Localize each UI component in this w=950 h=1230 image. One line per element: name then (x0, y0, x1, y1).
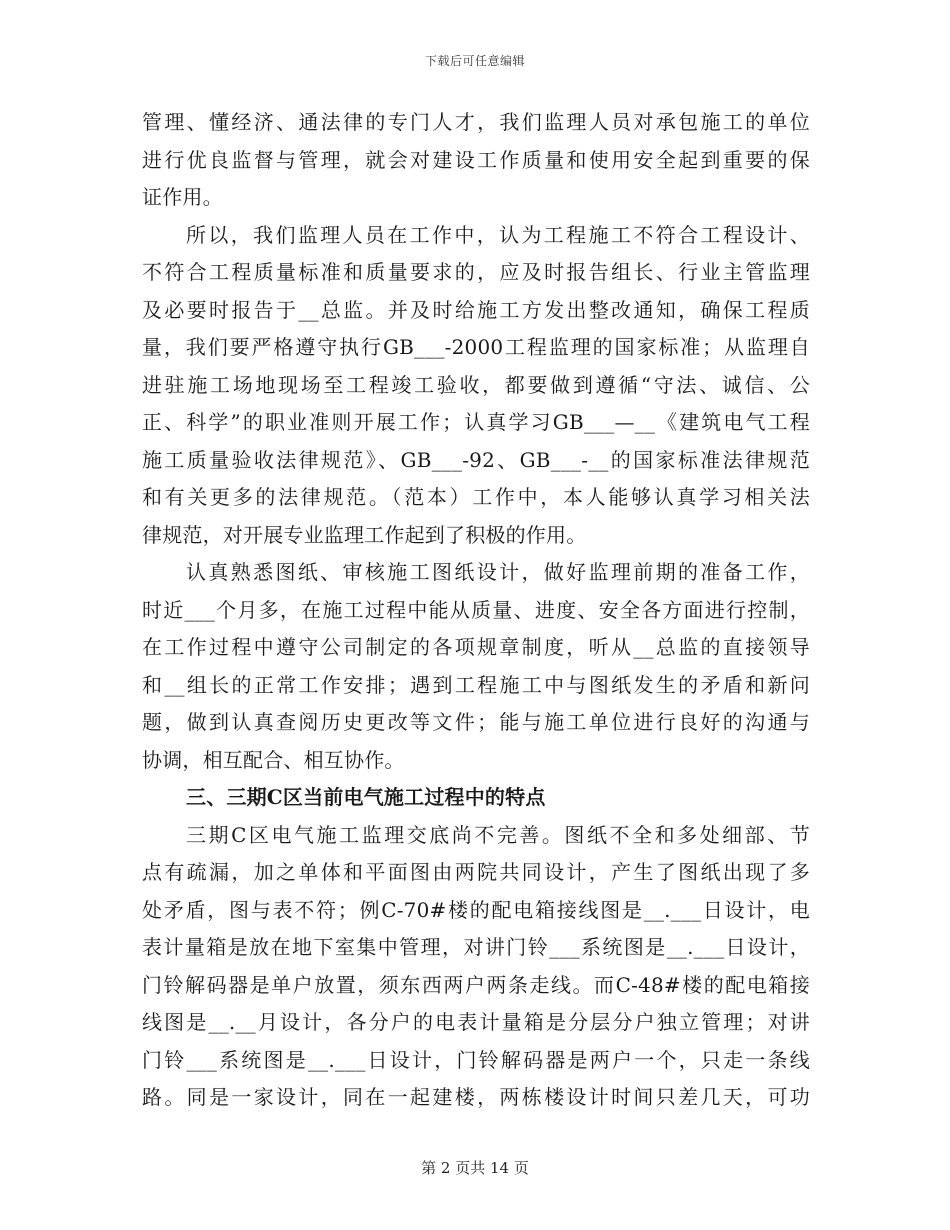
text-line: 证作用。 (142, 185, 223, 209)
text-line: 进驻施工场地现场至工程竣工验收，都要做到遵循“守法、诚信、公 (142, 372, 810, 397)
text-line: 及必要时报告于__总监。并及时给施工方发出整改通知，确保工程质 (142, 297, 810, 322)
text-line: 在工作过程中遵守公司制定的各项规章制度，听从__总监的直接领导 (142, 635, 810, 659)
text-line: 题，做到认真查阅历史更改等文件；能与施工单位进行良好的沟通与 (142, 710, 810, 734)
document-body (142, 104, 810, 1117)
page-header: 下载后可任意编辑 (424, 54, 525, 68)
text-line: 时近___个月多，在施工过程中能从质量、进度、安全各方面进行控制， (142, 597, 810, 622)
text-line: 认真熟悉图纸、审核施工图纸设计，做好监理前期的准备工作， (186, 560, 810, 584)
text-line: 三期C区电气施工监理交底尚不完善。图纸不全和多处细部、节 (186, 822, 810, 847)
text-line: 和有关更多的法律规范。（范本）工作中，本人能够认真学习相关法 (142, 485, 810, 509)
text-line: 和__组长的正常工作安排；遇到工程施工中与图纸发生的矛盾和新问 (142, 672, 810, 697)
text-line: 正、科学”的职业准则开展工作；认真学习GB___—__《建筑电气工程 (142, 410, 810, 434)
text-line: 管理、懂经济、通法律的专门人才，我们监理人员对承包施工的单位 (142, 110, 810, 134)
text-line: 量，我们要严格遵守执行GB___-2000工程监理的国家标准；从监理自 (142, 335, 810, 359)
text-line: 所以，我们监理人员在工作中，认为工程施工不符合工程设计、 (186, 222, 810, 247)
section-heading: 三、三期C区当前电气施工过程中的特点 (186, 785, 546, 809)
text-line: 协调，相互配合、相互协作。 (142, 747, 405, 772)
text-line: 施工质量验收法律规范》、GB___-92、GB___-__的国家标准法律规范 (142, 447, 810, 472)
page-footer: 第 2 页共 14 页 (421, 1159, 529, 1177)
text-line: 不符合工程质量标准和质量要求的，应及时报告组长、行业主管监理 (142, 260, 810, 284)
text-line: 路。同是一家设计，同在一起建楼，两栋楼设计时间只差几天，可功 (142, 1085, 810, 1109)
text-line: 门铃解码器是单户放置，须东西两户两条走线。而C-48#楼的配电箱接 (142, 972, 810, 997)
text-line: 表计量箱是放在地下室集中管理，对讲门铃___系统图是__.___日设计， (142, 935, 810, 959)
text-line: 线图是__.__月设计，各分户的电表计量箱是分层分户独立管理；对讲 (142, 1010, 810, 1034)
text-line: 律规范，对开展专业监理工作起到了积极的作用。 (142, 522, 587, 547)
text-line: 点有疏漏，加之单体和平面图由两院共同设计，产生了图纸出现了多 (142, 860, 810, 884)
text-line: 进行优良监督与管理，就会对建设工作质量和使用安全起到重要的保 (142, 147, 810, 172)
text-line: 处矛盾，图与表不符；例C-70#楼的配电箱接线图是__.___日设计，电 (142, 897, 810, 922)
text-line: 门铃___系统图是__.___日设计，门铃解码器是两户一个，只走一条线 (142, 1047, 810, 1072)
